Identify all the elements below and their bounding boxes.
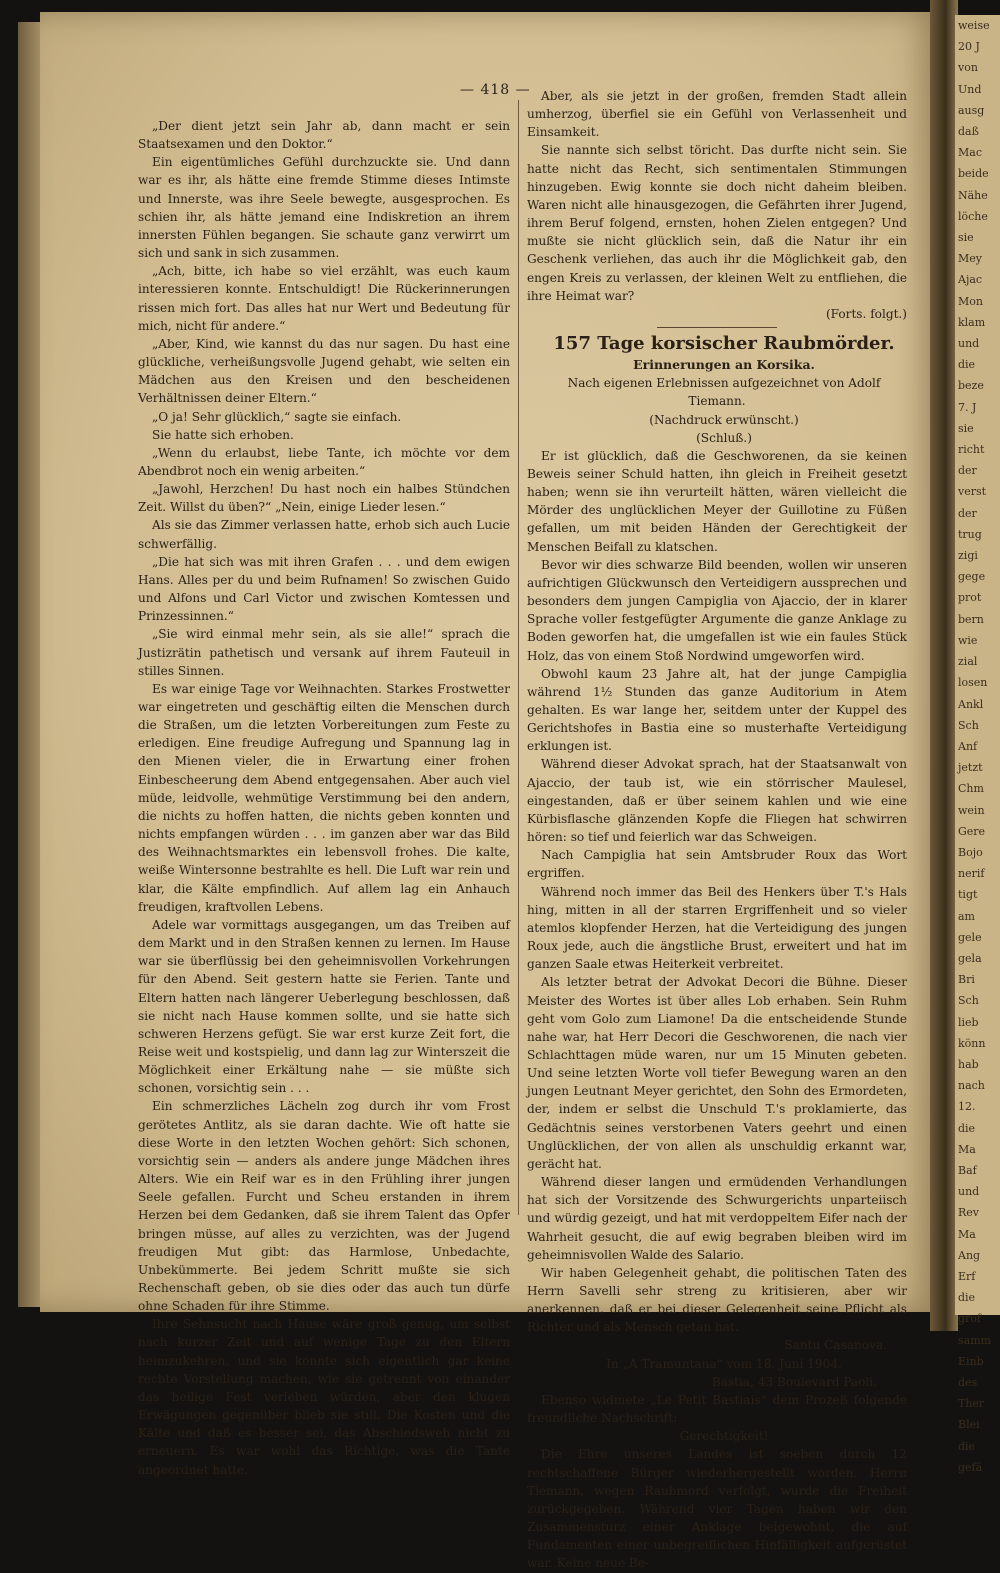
source-line: In „A Tramuntana“ vom 18. Juni 1904. [606,1356,842,1371]
paragraph: Während noch immer das Beil des Henkers über T.'s Hals hing, mitten in all der starren Ergriffenheit und so vieler atemlos klopfender Herzen, hat die Verteidigung des jungen Roux jede, auch die ängstliche Brust, erweitert und hat im ganzen Saale etwas Heiterkeit verbreitet. [527,884,907,972]
column-divider [518,100,519,1215]
next-page-text-fragment: losen [958,676,988,690]
next-page-text-fragment: trug [958,527,982,541]
after-paragraph: Ebenso widmete „Le Petit Bastiais“ dem Prozeß folgende freundliche Nachschrift: [527,1392,907,1426]
book-gutter [930,0,958,1331]
next-page-text-fragment: Bojo [958,845,983,859]
next-page-text-fragment: gefä [958,1460,983,1474]
next-page-text-fragment: prot [958,591,982,605]
next-page-text-fragment: sie [958,421,974,435]
next-page-text-fragment: Blei [958,1418,980,1432]
right-column [527,87,907,1573]
address-line: Bastia, 43 Boulevard Paoli. [711,1374,877,1389]
next-page-text-fragment: Ma [958,1142,976,1156]
next-page-text-fragment: jetzt [958,761,983,775]
next-page-text-fragment: die [958,1121,976,1135]
next-page-text-fragment: Sch [958,994,979,1008]
paragraph: Ihre Sehnsucht nach Hause wäre groß genug, um selbst nach kurzer Zeit und auf wenige Tage zu den Eltern heimzukehren, und sie konnte sich eigentlich gar keine rechte Vorstellung machen, wie sie getrennt von einander das heilige Fest verleben würden, aber den klugen Erwägungen gegenüber blieb sie still. Die Kosten und die Kälte und daß es besser sei, das Abschiedsweh nicht zu erneuern. Es war wohl das Richtige, was die Tante angeordnet hatte. [138,1317,510,1477]
article-title: 157 Tage korsischer Raubmörder. [553,333,895,355]
paragraph: Während dieser langen und ermüdenden Verhandlungen hat sich der Vorsitzende des Schwurgerichts unparteiisch und würdig gezeigt, und hat mit verdoppeltem Eifer nach der Wahrheit gesucht, die auf ewig begraben bleiben wird im geheimnisvollen Walde des Salario. [527,1175,907,1262]
next-page-text-fragment: sie [958,231,974,245]
next-page-text-fragment: Rev [958,1206,980,1220]
separator-rule [657,327,777,328]
next-page-text-fragment: lieb [958,1015,979,1029]
paragraph: „Aber, Kind, wie kannst du das nur sagen. Du hast eine glückliche, verheißungsvolle Jugend gehabt, wie selten ein Mädchen aus den Kreisen und den bescheidenen Verhältnissen deiner Eltern.“ [138,336,510,406]
next-page-text-fragment: könn [958,1036,986,1050]
next-page-text-fragment: hab [958,1057,979,1071]
left-column [138,117,510,1479]
paragraph: Ein schmerzliches Lächeln zog durch ihr vom Frost gerötetes Antlitz, als sie daran dachte. Wie oft hatte sie diese Worte in den letzten Wochen gehört: Sich schonen, vorsichtig sein — anders als andere junge Mädchen ihres Alters. Wie ein Reif war es in den Frühling ihrer jungen Seele gefallen. Furcht und Scheu erstanden in ihrem Herzen bei dem Gedanken, daß sie ihrem Talent das Opfer bringen müsse, auf alles zu verzichten, was der Jugend freudigen Mut gibt: das Harmlose, Unbedachte, Unbekümmerte. Bei jedem Schritt mußte sie sich Rechenschaft geben, ob sie dies oder das auch tun dürfe ohne Schaden für ihre Stimme. [138,1099,510,1314]
next-page-text-fragment: 20 J [958,40,980,54]
paragraph: Sie hatte sich erhoben. [152,427,294,442]
next-page-text-fragment: grof [958,1312,981,1326]
paragraph: Es war einige Tage vor Weihnachten. Starkes Frostwetter war eingetreten und geschäftig eilten die Menschen durch die Straßen, um die letzten Vorbereitungen zum Feste zu erledigen. Eine freudige Aufregung und Spannung lag in den Mienen vieler, die in Erwartung einer frohen Einbescheerung dem Abend entgegensahen. Aber auch viel müde, leidvolle, wehmütige Verstimmung bei den andern, die nichts zu hoffen hatten, die nichts geben konnten und nichts empfangen würden . . . im ganzen aber war das Bild des Weihnachtsmarktes ein lebensvoll frohes. Die kalte, weiße Wintersonne bestrahlte es hell. Die Luft war rein und klar, die Kälte empfindlich. Auf allem lag ein Anhauch freudigen, kraftvollen Lebens. [138,681,510,914]
next-page-text-fragment: Bri [958,973,975,987]
next-page-text-fragment: Sch [958,718,979,732]
next-page-text-fragment: und [958,337,980,351]
next-page-text-fragment: löche [958,209,988,223]
paragraph: „Die hat sich was mit ihren Grafen . . . und dem ewigen Hans. Alles per du und beim Rufnamen! So zwischen Guido und Alfons und Carl Victor und zwischen Komtessen und Prinzessinnen.“ [138,554,510,624]
next-page-text-fragment: Mac [958,146,982,160]
next-page-text-fragment: samm [958,1333,992,1347]
paragraph: „Sie wird einmal mehr sein, als sie alle!“ sprach die Justizrätin pathetisch und versank auf ihrem Fauteuil in stilles Sinnen. [138,627,510,678]
next-page-text-fragment: bern [958,612,984,626]
paragraph: „Ach, bitte, ich habe so viel erzählt, was euch kaum interessieren konnte. Entschuldigt! Die Rückerinnerungen rissen mich fort. Das alles hat nur Wert und Bedeutung für mich, nicht für andere.“ [138,264,510,333]
paragraph: Als letzter betrat der Advokat Decori die Bühne. Dieser Meister des Wortes ist über alles Lob erhaben. Sein Ruhm geht vom Golo zum Liamone! Da die entscheidende Stunde nahe war, hat Herr Decori die Geschworenen, die nach vier Schlachttagen müde waren, nur um 15 Minuten gebeten. Und seine letzten Worte voll tiefer Bewegung waren an den jungen Leutnant Meyer gerichtet, den Sohn des Ermordeten, der, indem er selbst die Unschuld T.'s proklamierte, das Gedächtnis seines verstorbenen Vaters geehrt und einen Unglücklichen, der von allen als unschuldig erkannt war, gerächt hat. [527,975,907,1171]
paragraph: Adele war vormittags ausgegangen, um das Treiben auf dem Markt und in den Straßen kennen zu lernen. Im Hause war sie überflüssig bei den geheimnisvollen Vorkehrungen für den Abend. Seit gestern hatte sie Ferien. Tante und Eltern hatten nach längerer Ueberlegung beschlossen, daß sie nicht nach Hause kommen sollte, und sie hatte sich schweren Herzens gefügt. Sie war erst kurze Zeit fort, die Reise weit und kostspielig, und dann lag zur Winterszeit die Möglichkeit einer Erkältung nahe — sie müßte sich schonen, vorsichtig sein . . . [138,917,510,1096]
next-page-text-fragment: der [958,464,977,478]
paragraph: Nach Campiglia hat sein Amtsbruder Roux das Wort ergriffen. [527,848,907,881]
continued-note: (Forts. folgt.) [825,306,907,321]
paragraph: „Jawohl, Herzchen! Du hast noch ein halbes Stündchen Zeit. Willst du üben?“ „Nein, einige Lieder lesen.“ [138,482,510,515]
paragraph: Er ist glücklich, daß die Geschworenen, da sie keinen Beweis seiner Schuld hatten, ihn gleich in Freiheit gesetzt haben; wenn sie ihn verurteilt hätten, wären vielleicht die Mörder des unglücklichen Meyer der Guillotine zu Füßen gefallen, um mit beiden Händen der Gerechtigkeit der Menschen Beifall zu klatschen. [527,448,907,554]
reprint-note: (Nachdruck erwünscht.) [649,412,799,427]
next-page-text-fragment: Baf [958,1163,977,1177]
paragraph: „Der dient jetzt sein Jahr ab, dann macht er sein Staatsexamen und den Doktor.“ [138,119,510,152]
next-page-text-fragment: zigi [958,549,978,563]
paragraph: Als sie das Zimmer verlassen hatte, erhob sich auch Lucie schwerfällig. [138,518,510,551]
next-page-text-fragment: 12. [958,1100,976,1114]
next-page-text-fragment: Mon [958,294,983,308]
next-page-text-fragment: beide [958,167,989,181]
paragraph: Sie nannte sich selbst töricht. Das durfte nicht sein. Sie hatte nicht das Recht, sich sentimentalen Stimmungen hinzugeben. Ewig konnte sie doch nicht daheim bleiben. Waren nicht alle hinausgezogen, die Gefährten ihrer Jugend, ihrem Beruf folgend, ernsten, hohen Zielen entgegen? Und mußte sie nicht glücklich sein, daß die Natur ihr ein Geschenk verliehen, das auch ihr die Möglichkeit gab, den engen Kreis zu verlassen, der kleinen Welt zu entfliehen, die ihre Heimat war? [527,143,907,303]
next-page-text-fragment: Gere [958,824,986,838]
next-page-text-fragment: der [958,506,977,520]
next-page-text-fragment: weise [958,19,990,32]
next-page-text-fragment: richt [958,443,985,457]
paragraph: „O ja! Sehr glücklich,“ sagte sie einfach. [152,409,402,424]
paragraph: „Wenn du erlaubst, liebe Tante, ich möchte vor dem Abendbrot noch ein wenig arbeiten.“ [138,445,510,478]
next-page-text-fragment: Mey [958,252,982,266]
next-page-text-fragment: Und [958,82,982,96]
next-page-text-fragment: Erf [958,1269,976,1283]
signature: Santu Casanova. [784,1338,887,1353]
next-page-text-fragment: gege [958,570,986,584]
next-page-text-fragment: wie [958,633,978,647]
next-page-text-fragment: am [958,909,975,923]
next-page-text-fragment: und [958,1185,980,1199]
article-subtitle: Erinnerungen an Korsika. [633,357,815,373]
next-page-text-fragment: 7. J [958,400,977,414]
paragraph: Bevor wir dies schwarze Bild beenden, wollen wir unseren aufrichtigen Glückwunsch den Verteidigern aussprechen und besonders dem jungen Campiglia von Ajaccio, der in klarer Sprache voller festgefügter Argumente die ganze Anklage zu Boden geworfen hat, die umgefallen ist wie ein faules Stück Holz, das von einem Stoß Nordwind umgeworfen wird. [527,557,907,663]
paragraph: Ein eigentümliches Gefühl durchzuckte sie. Und dann war es ihr, als hätte eine fremde Stimme dieses Intimste und Innerste, was ihre Seele bewegte, ausgesprochen. Es schien ihr, als hätte jemand eine Indiskretion an ihrem innersten Fühlen begangen. Sie schaute ganz verwirrt um sich und sank in sich zusammen. [138,155,510,261]
next-page-text-fragment: nach [958,1079,985,1093]
page-number: — 418 — [460,82,531,98]
next-page-text-fragment: wein [958,803,985,817]
next-page-text-fragment: die [958,358,976,372]
next-page-text-fragment: ausg [958,103,985,117]
conclusion-note: (Schluß.) [696,430,752,445]
next-page-text-fragment: die [958,1439,976,1453]
next-page-text-fragment: klam [958,315,986,329]
next-page-text-fragment: von [958,61,978,75]
next-page-text-fragment: Chm [958,782,984,796]
next-page-text-fragment: nerif [958,867,985,881]
next-page-text-fragment: daß [958,125,979,139]
paragraph: Während dieser Advokat sprach, hat der Staatsanwalt von Ajaccio, der taub ist, wie ein störrischer Maulesel, eingestanden, daß er über seinem kahlen und wie eine Kürbisflasche glänzenden Kopfe die Fliegen hat schwirren hören: so tief und feierlich war das Schweigen. [527,757,907,845]
next-page-text-fragment: verst [958,485,987,499]
paragraph: Wir haben Gelegenheit gehabt, die politischen Taten des Herrn Savelli sehr streng zu kritisieren, aber wir anerkennen, daß er bei dieser Gelegenheit seine Pflicht als Richter und als Mensch getan hat. [527,1265,907,1335]
next-page-text-fragment: Nähe [958,188,988,202]
paragraph: Obwohl kaum 23 Jahre alt, hat der junge Campiglia während 1½ Stunden das ganze Auditorium in Atem gehalten. Es war lange her, seitdem unter der Kuppel des Gerichtshofes in Bastia eine so musterhafte Verteidigung erklungen ist. [527,666,907,754]
next-page-text-fragment: tigt [958,888,978,902]
next-page-text-fragment: beze [958,379,984,393]
next-page-text-fragment: Ang [958,1248,981,1262]
next-page-text-fragment: Ajac [958,273,983,287]
article-byline: Nach eigenen Erlebnissen aufgezeichnet von Adolf Tiemann. [567,376,881,409]
next-page-text-fragment: gela [958,951,982,965]
next-page-text-fragment: Anf [958,739,978,753]
next-page-text-fragment: Einb [958,1354,984,1368]
paragraph: Aber, als sie jetzt in der großen, fremden Stadt allein umherzog, überfiel sie ein Gefühl von Verlassenheit und Einsamkeit. [527,89,907,140]
next-page-text-fragment: Ankl [958,697,984,711]
next-page-fragment [955,15,1000,1474]
next-page-text-fragment: Ther [958,1397,985,1411]
next-page-text-fragment: die [958,1291,976,1305]
justice-paragraph: Die Ehre unseres Landes ist soeben durch 12 rechtschaffene Bürger wiederhergestellt worden. Herrn Tiemann, wegen Raubmord verfolgt, wurde die Freiheit zurückgegeben. Während vier Tagen haben wir den Zusammensturz einer Anklage beigewohnt, die auf Fundamenten einer unbegreiflichen Hinfälligkeit aufgerüstet war. Keine neue Be- [527,1447,907,1571]
next-page-text-fragment: Ma [958,1227,976,1241]
next-page-text-fragment: gele [958,930,982,944]
justice-heading: Gerechtigkeit! [679,1429,769,1444]
next-page-text-fragment: des [958,1376,978,1389]
next-page-text-fragment: zial [958,655,978,669]
